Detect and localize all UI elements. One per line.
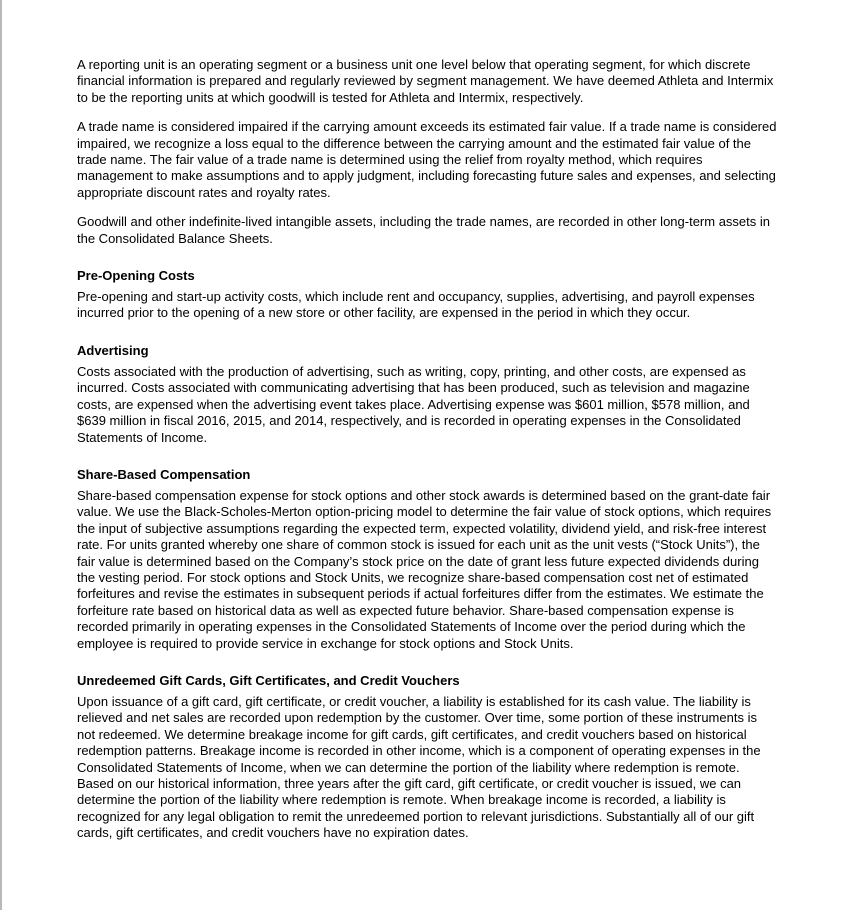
paragraph-goodwill-recording: Goodwill and other indefinite-lived intangible assets, including the trade names, are recorded in other long-term assets in the Consolidated Balance Sheets. (77, 214, 770, 246)
heading-advertising: Advertising (77, 342, 149, 358)
document-page (77, 57, 777, 855)
paragraph-share-based-compensation: Share-based compensation expense for stock options and other stock awards is determined based on the grant-date fair value. We use the Black-Scholes-Merton option-pricing model to determine the fair value of stock options, which requires the input of subjective assumptions regarding the expected term, expected volatility, dividend yield, and risk-free interest rate. For units granted whereby one share of common stock is issued for each unit as the unit vests (“Stock Units”), the fair value is determined based on the Company’s stock price on the date of grant less future expected dividends during the vesting period. For stock options and Stock Units, we recognize share-based compensation cost net of estimated forfeitures and revise the estimates in subsequent periods if actual forfeitures differ from the estimates. We estimate the forfeiture rate based on historical data as well as expected future behavior. Share-based compensation expense is recorded primarily in operating expenses in the Consolidated Statements of Income over the period during which the employee is required to provide service in exchange for stock options and Stock Units. (77, 487, 772, 651)
section-advertising (77, 343, 777, 446)
heading-pre-opening-costs: Pre-Opening Costs (77, 268, 195, 284)
paragraph-reporting-unit: A reporting unit is an operating segment or a business unit one level below that operating segment, for which discrete financial information is prepared and regularly reviewed by segment management. We have deemed Athleta and Intermix to be the reporting units at which goodwill is tested for Athleta and Intermix, respectively. (77, 57, 774, 105)
section-share-based-compensation (77, 467, 777, 652)
section-pre-opening-costs (77, 268, 777, 322)
paragraph-trade-name-impairment: A trade name is considered impaired if the carrying amount exceeds its estimated fair value. If a trade name is considered impaired, we recognize a loss equal to the difference between the carrying amount and the estimated fair value of the trade name. The fair value of a trade name is determined using the relief from royalty method, which requires management to make assumptions and to apply judgment, including forecasting future sales and expenses, and selecting appropriate discount rates and royalty rates. (77, 119, 777, 200)
paragraph-unredeemed-gift-cards: Upon issuance of a gift card, gift certificate, or credit voucher, a liability is established for its cash value. The liability is relieved and net sales are recorded upon redemption by the customer. Over time, some portion of these instruments is not redeemed. We determine breakage income for gift cards, gift certificates, and credit vouchers based on historical redemption patterns. Breakage income is recorded in other income, which is a component of operating expenses in the Consolidated Statements of Income, when we can determine the portion of the liability where redemption is remote. Based on our historical information, three years after the gift card, gift certificate, or credit voucher is issued, we can determine the portion of the liability where redemption is remote. When breakage income is recorded, a liability is recognized for any legal obligation to remit the unredeemed portion to relevant jurisdictions. Substantially all of our gift cards, gift certificates, and credit vouchers have no expiration dates. (77, 693, 761, 841)
heading-share-based-compensation: Share-Based Compensation (77, 466, 251, 482)
section-unredeemed-gift-cards (77, 673, 777, 842)
page-left-edge (0, 0, 2, 910)
paragraph-advertising: Costs associated with the production of advertising, such as writing, copy, printing, and other costs, are expensed as incurred. Costs associated with communicating advertising that has been produced, such as television and magazine costs, are expensed when the advertising event takes place. Advertising expense was $601 million, $578 million, and $639 million in fiscal 2016, 2015, and 2014, respectively, and is recorded in operating expenses in the Consolidated Statements of Income. (77, 363, 750, 445)
heading-unredeemed-gift-cards: Unredeemed Gift Cards, Gift Certificates, and Credit Vouchers (77, 672, 460, 688)
paragraph-pre-opening-costs: Pre-opening and start-up activity costs, which include rent and occupancy, supplies, advertising, and payroll expenses incurred prior to the opening of a new store or other facility, are expensed in the period in which they occur. (77, 289, 755, 321)
